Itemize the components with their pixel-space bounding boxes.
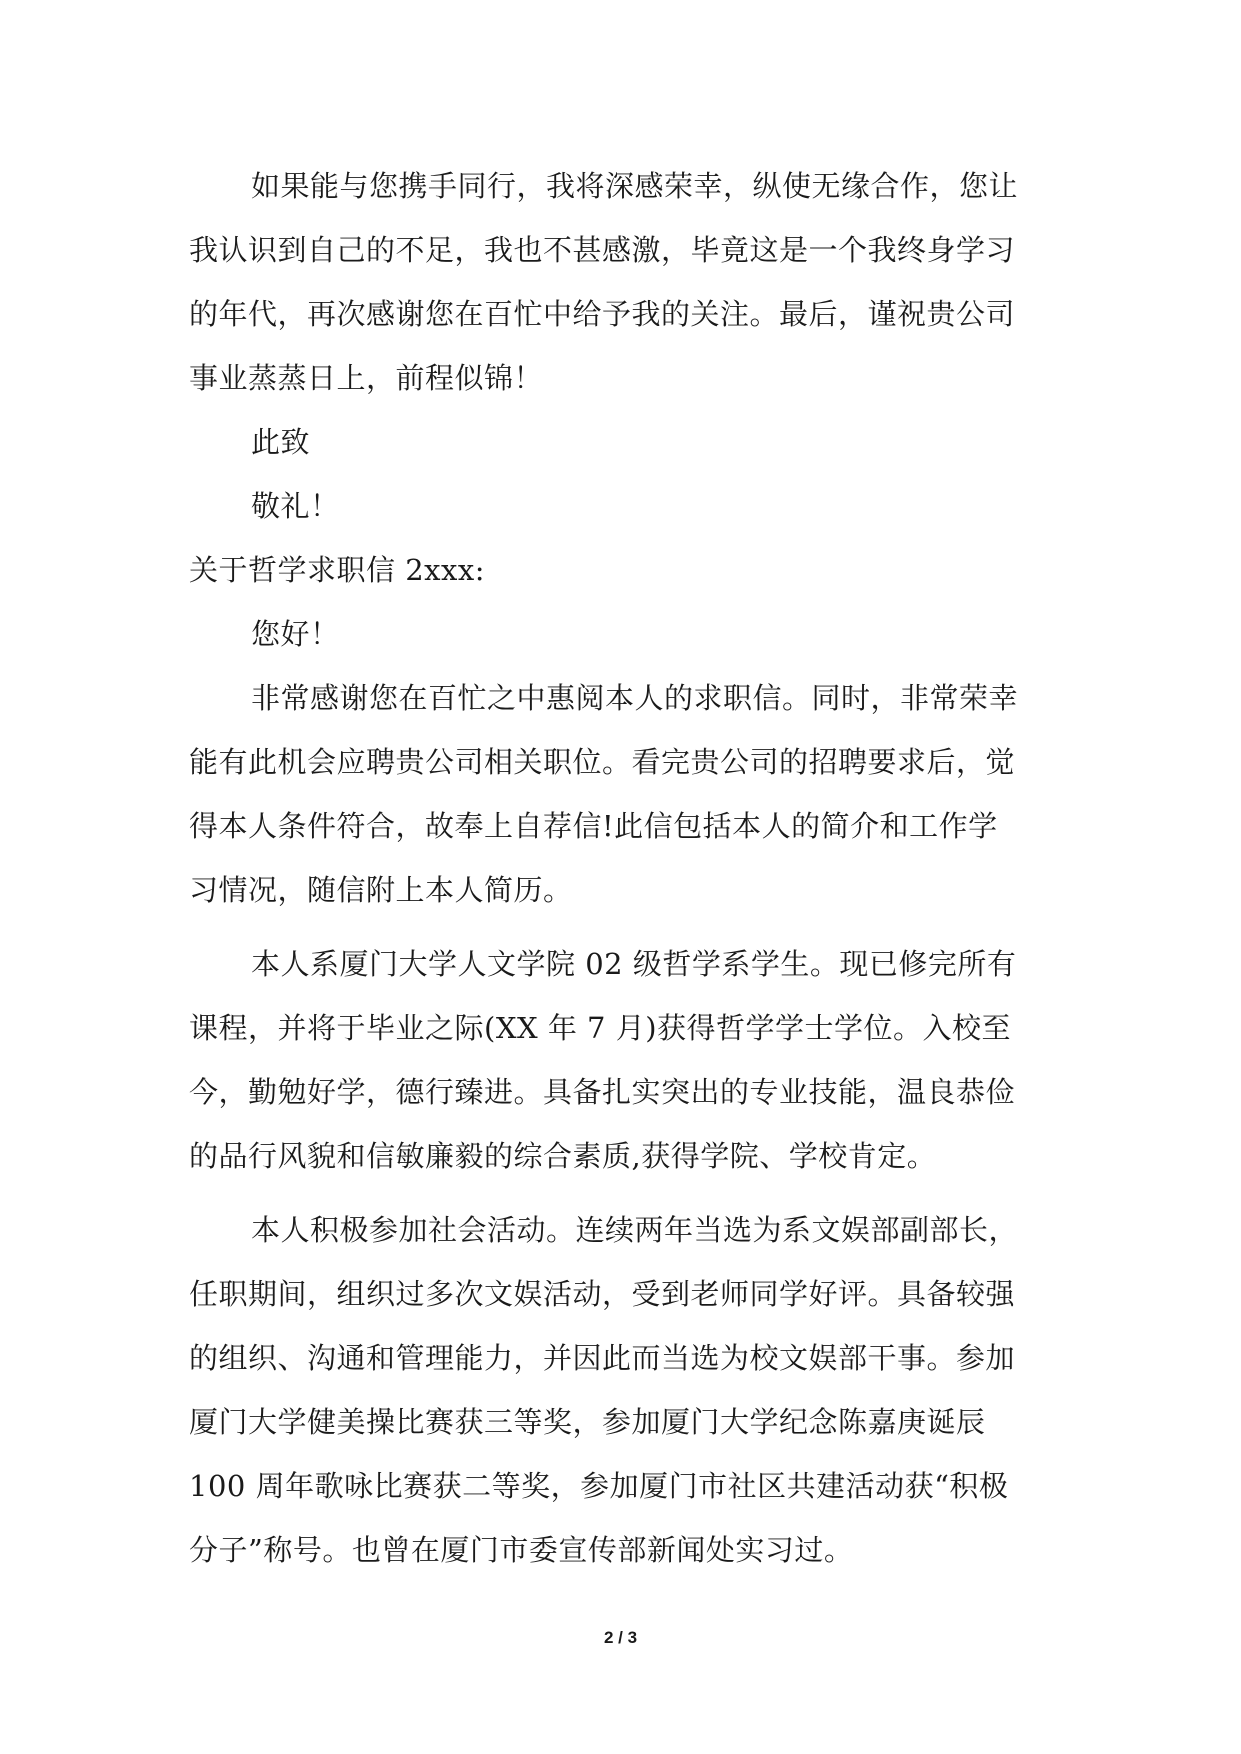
text-line: 习情况，随信附上本人简历。 bbox=[189, 873, 573, 907]
greeting: 您好！ bbox=[251, 617, 340, 651]
document-body bbox=[189, 154, 1059, 1582]
page-number: 2 / 3 bbox=[603, 1628, 638, 1647]
text-line: 的品行风貌和信敏廉毅的综合素质,获得学院、学校肯定。 bbox=[189, 1139, 937, 1173]
text-line: 的组织、沟通和管理能力，并因此而当选为校文娱部干事。参加 bbox=[189, 1341, 1016, 1375]
text-line: 的年代，再次感谢您在百忙中给予我的关注。最后，谨祝贵公司 bbox=[189, 297, 1016, 331]
text-line: 今，勤勉好学，德行臻进。具备扎实突出的专业技能，温良恭俭 bbox=[189, 1075, 1016, 1109]
letter-title: 关于哲学求职信 2xxx: bbox=[189, 553, 486, 587]
text-line: 得本人条件符合，故奉上自荐信!此信包括本人的简介和工作学 bbox=[189, 809, 998, 843]
text-line: 本人积极参加社会活动。连续两年当选为系文娱部副部长， bbox=[251, 1213, 1019, 1247]
text-line: 非常感谢您在百忙之中惠阅本人的求职信。同时，非常荣幸 bbox=[251, 681, 1019, 715]
closing-paragraph bbox=[189, 154, 1059, 410]
text-line: 厦门大学健美操比赛获三等奖，参加厦门大学纪念陈嘉庚诞辰 bbox=[189, 1405, 986, 1439]
text-line: 事业蒸蒸日上，前程似锦！ bbox=[189, 361, 544, 395]
text-line: 分子”称号。也曾在厦门市委宣传部新闻处实习过。 bbox=[189, 1533, 854, 1567]
text-line: 课程，并将于毕业之际(XX 年 7 月)获得哲学学士学位。入校至 bbox=[189, 1011, 1012, 1045]
text-line: 能有此机会应聘贵公司相关职位。看完贵公司的招聘要求后，觉 bbox=[189, 745, 1016, 779]
paragraph-activities bbox=[189, 1198, 1059, 1582]
paragraph-intro bbox=[189, 666, 1059, 922]
salutation-jing-li: 敬礼！ bbox=[251, 489, 340, 523]
text-line: 我认识到自己的不足，我也不甚感激，毕竟这是一个我终身学习 bbox=[189, 233, 1016, 267]
paragraph-education bbox=[189, 932, 1059, 1188]
text-line: 100 周年歌咏比赛获二等奖，参加厦门市社区共建活动获“积极 bbox=[189, 1469, 1009, 1503]
text-line: 任职期间，组织过多次文娱活动，受到老师同学好评。具备较强 bbox=[189, 1277, 1016, 1311]
text-line: 本人系厦门大学人文学院 02 级哲学系学生。现已修完所有 bbox=[251, 947, 1017, 981]
text-line: 如果能与您携手同行，我将深感荣幸，纵使无缘合作，您让 bbox=[251, 169, 1019, 203]
salutation-ci-zhi: 此致 bbox=[251, 425, 311, 459]
